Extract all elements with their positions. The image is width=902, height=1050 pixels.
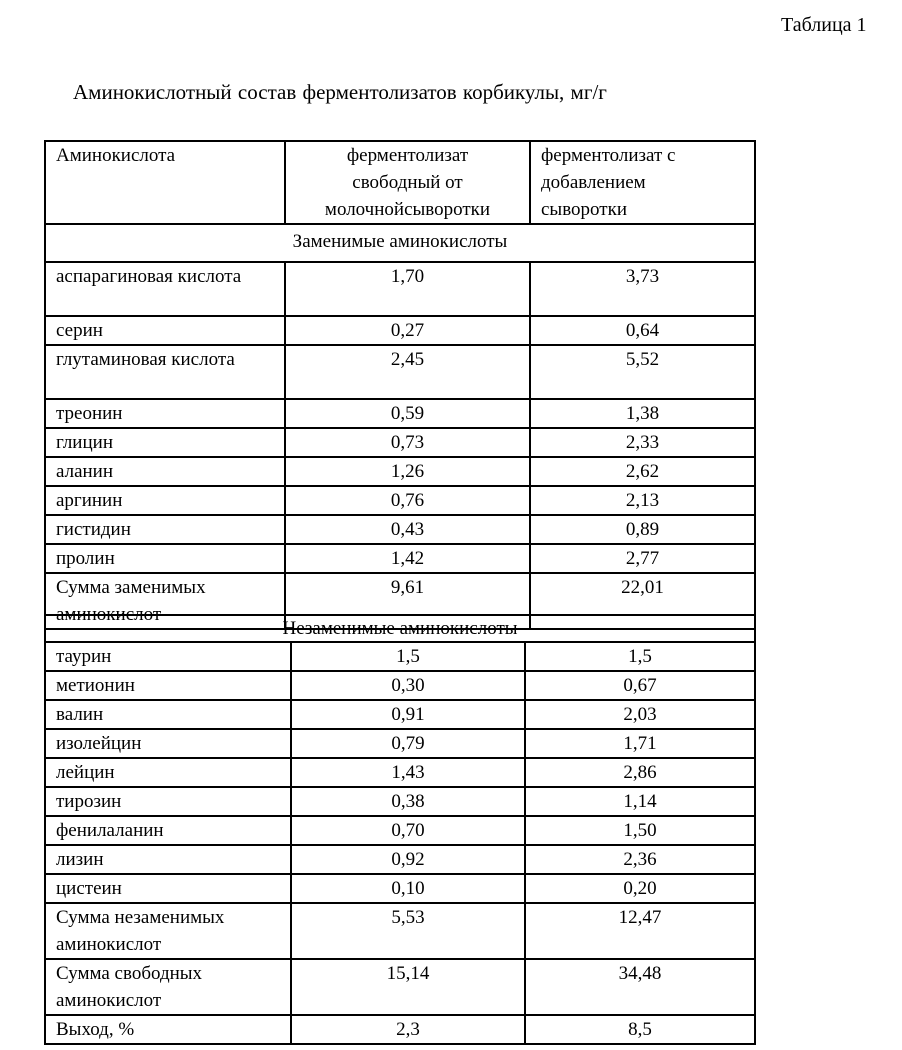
value-without-whey: 0,79	[291, 729, 525, 758]
table-row	[45, 316, 755, 345]
value-without-whey: 0,59	[285, 399, 530, 428]
header-line: молочнойсыворотки	[286, 196, 529, 223]
value-without-whey: 1,42	[285, 544, 530, 573]
table-row	[45, 1015, 755, 1044]
value-with-whey: 1,38	[530, 399, 755, 428]
value-with-whey: 1,14	[525, 787, 755, 816]
value-without-whey: 0,38	[291, 787, 525, 816]
amino-acid-table-replaceable	[44, 140, 756, 630]
header-line: сыворотки	[541, 196, 754, 223]
amino-acid-name: Выход, %	[45, 1015, 291, 1044]
value-without-whey: 2,3	[291, 1015, 525, 1044]
value-without-whey: 0,76	[285, 486, 530, 515]
amino-acid-name: глицин	[45, 428, 285, 457]
value-with-whey: 8,5	[525, 1015, 755, 1044]
table-row	[45, 874, 755, 903]
amino-acid-name: гистидин	[45, 515, 285, 544]
value-without-whey: 0,91	[291, 700, 525, 729]
header-line: ферментолизат с	[541, 142, 754, 169]
header-line: добавлением	[541, 169, 754, 196]
value-without-whey: 0,27	[285, 316, 530, 345]
amino-acid-name: изолейцин	[45, 729, 291, 758]
value-without-whey: 1,5	[291, 642, 525, 671]
header-line: ферментолизат	[286, 142, 529, 169]
amino-acid-name: аланин	[45, 457, 285, 486]
section-row	[45, 224, 755, 262]
table-row	[45, 903, 755, 959]
amino-acid-name: цистеин	[45, 874, 291, 903]
table-row	[45, 729, 755, 758]
table-row	[45, 642, 755, 671]
header-amino-acid	[45, 141, 285, 224]
value-without-whey: 0,92	[291, 845, 525, 874]
value-with-whey: 12,47	[525, 903, 755, 959]
amino-acid-name: лизин	[45, 845, 291, 874]
table-row	[45, 758, 755, 787]
table-row	[45, 515, 755, 544]
table-row	[45, 345, 755, 399]
value-with-whey: 0,20	[525, 874, 755, 903]
section-row	[45, 615, 755, 642]
amino-acid-name: валин	[45, 700, 291, 729]
value-with-whey: 5,52	[530, 345, 755, 399]
value-with-whey: 34,48	[525, 959, 755, 1015]
value-without-whey: 15,14	[291, 959, 525, 1015]
table-row	[45, 457, 755, 486]
table-row	[45, 262, 755, 316]
value-without-whey: 1,70	[285, 262, 530, 316]
table-row	[45, 845, 755, 874]
table-row	[45, 428, 755, 457]
table-row	[45, 399, 755, 428]
section-replaceable: Заменимые аминокислоты	[45, 224, 755, 262]
value-with-whey: 0,67	[525, 671, 755, 700]
value-without-whey: 1,43	[291, 758, 525, 787]
value-with-whey: 1,5	[525, 642, 755, 671]
value-without-whey: 0,43	[285, 515, 530, 544]
amino-acid-name: Сумма незаменимых аминокислот	[45, 903, 291, 959]
header-row	[45, 141, 755, 224]
amino-acid-name: тирозин	[45, 787, 291, 816]
value-without-whey: 5,53	[291, 903, 525, 959]
table-row	[45, 486, 755, 515]
amino-acid-name: Сумма заменимых аминокислот	[45, 573, 285, 629]
table-row	[45, 959, 755, 1015]
table-label: Таблица 1	[781, 14, 867, 37]
value-with-whey: 2,03	[525, 700, 755, 729]
header-without-whey	[285, 141, 530, 224]
value-with-whey: 1,50	[525, 816, 755, 845]
value-with-whey: 2,86	[525, 758, 755, 787]
value-with-whey: 2,33	[530, 428, 755, 457]
table-title: Аминокислотный состав ферментолизатов корбикулы, мг/г	[73, 80, 607, 105]
value-with-whey: 0,64	[530, 316, 755, 345]
value-with-whey: 3,73	[530, 262, 755, 316]
amino-acid-name: таурин	[45, 642, 291, 671]
value-without-whey: 0,70	[291, 816, 525, 845]
value-with-whey: 0,89	[530, 515, 755, 544]
value-without-whey: 9,61	[285, 573, 530, 629]
amino-acid-name: аспарагиновая кислота	[45, 262, 285, 316]
amino-acid-name: Сумма свободных аминокислот	[45, 959, 291, 1015]
value-with-whey: 2,13	[530, 486, 755, 515]
value-without-whey: 0,30	[291, 671, 525, 700]
value-without-whey: 0,73	[285, 428, 530, 457]
amino-acid-name: лейцин	[45, 758, 291, 787]
amino-acid-table-essential	[44, 614, 756, 1045]
value-without-whey: 0,10	[291, 874, 525, 903]
table-row	[45, 671, 755, 700]
header-line: Аминокислота	[56, 145, 175, 166]
value-with-whey: 22,01	[530, 573, 755, 629]
value-with-whey: 2,62	[530, 457, 755, 486]
amino-acid-name: метионин	[45, 671, 291, 700]
value-without-whey: 1,26	[285, 457, 530, 486]
table-row	[45, 816, 755, 845]
amino-acid-name: аргинин	[45, 486, 285, 515]
amino-acid-name: пролин	[45, 544, 285, 573]
amino-acid-name: серин	[45, 316, 285, 345]
value-with-whey: 1,71	[525, 729, 755, 758]
table-row	[45, 544, 755, 573]
value-without-whey: 2,45	[285, 345, 530, 399]
amino-acid-name: треонин	[45, 399, 285, 428]
amino-acid-name: фенилаланин	[45, 816, 291, 845]
header-line: свободный от	[286, 169, 529, 196]
value-with-whey: 2,36	[525, 845, 755, 874]
section-essential: Незаменимые аминокислоты	[45, 615, 755, 642]
amino-acid-name: глутаминовая кислота	[45, 345, 285, 399]
header-with-whey	[530, 141, 755, 224]
table-row	[45, 787, 755, 816]
value-with-whey: 2,77	[530, 544, 755, 573]
table-row	[45, 700, 755, 729]
